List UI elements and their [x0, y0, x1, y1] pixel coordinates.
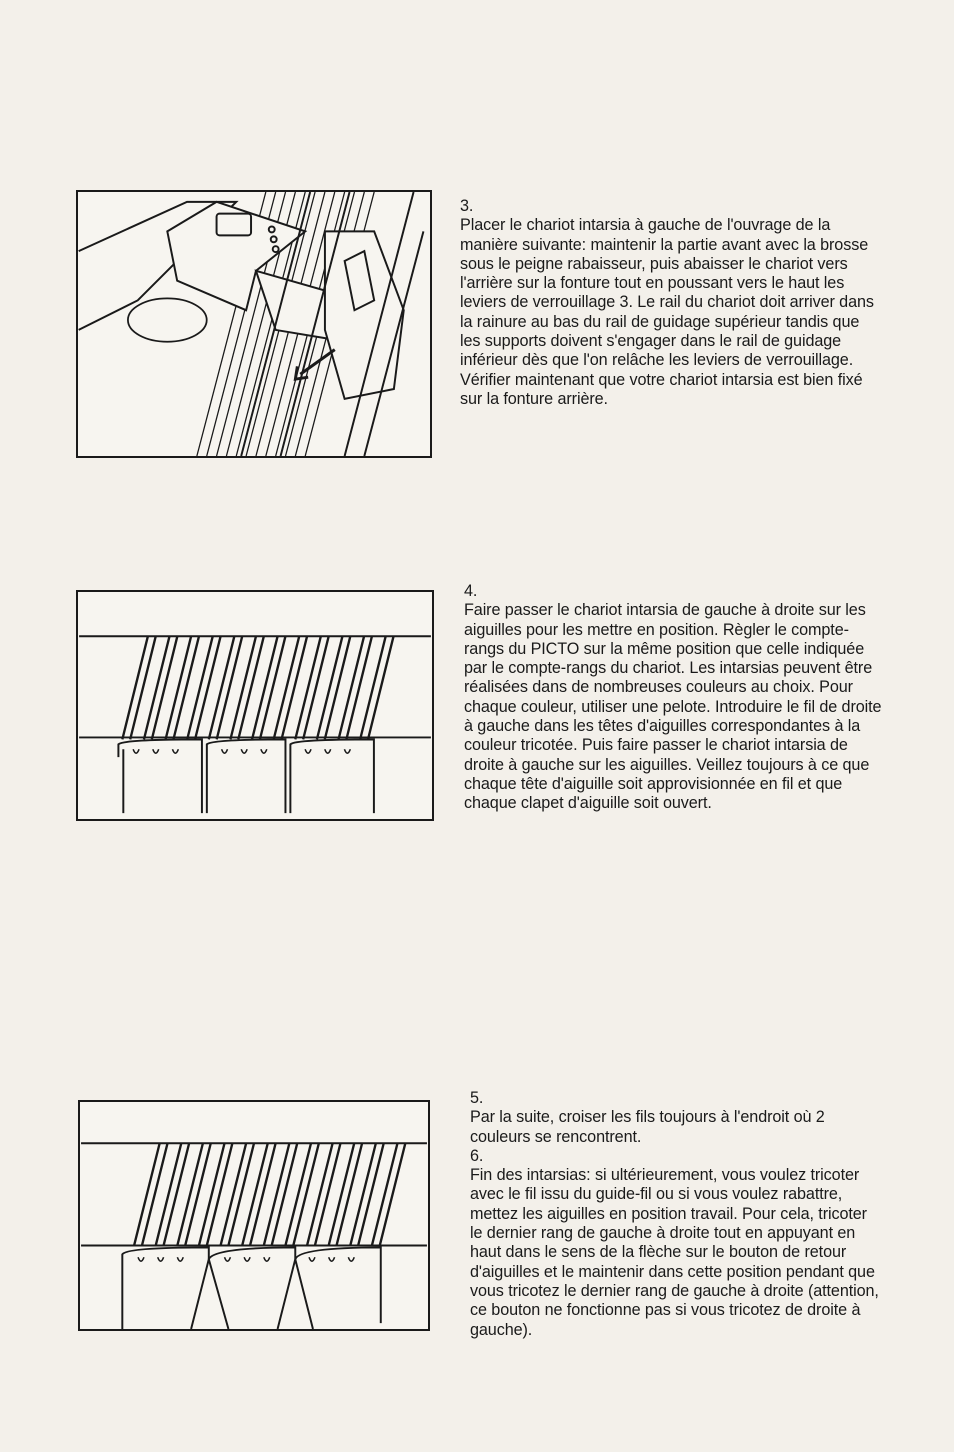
step-3-text: Placer le chariot intarsia à gauche de l'ouvrage de la manière suivante: maintenir la partie avant avec la brosse sous le peigne rabaisseur, puis abaisser le chariot vers l'arrière sur la fonture tout en poussant vers le haut les leviers de verrouillage 3. Le rail du chariot doit arriver dans la rainure au bas du rail de guidage supérieur tandis que les supports doivent s'engager dans le rail de guidage inférieur dès que l'on relâche les leviers de verrouillage. Vérifier maintenant que votre chariot intarsia est bien fixé sur la fonture arrière. [460, 216, 874, 408]
step-4-text: Faire passer le chariot intarsia de gauche à droite sur les aiguilles pour les mettre en position. Règler le compte-rangs du PICTO sur la même position que celle indiquée par le compte-rangs du chariot. Les intarsias peuvent être réalisées dans de nombreuses couleurs au choix. Pour chaque couleur, utiliser une pelote. Introduire le fil de droite à gauche dans les têtes d'aiguilles correspondantes à la couleur tricotée. Puis faire passer le chariot intarsia de droite à gauche sur les aiguilles. Veillez toujours à ce que chaque tête d'aiguille soit approvisionnée en fil et que chaque clapet d'aiguille soit ouvert. [464, 601, 882, 813]
step-5-number: 5. [470, 1089, 484, 1107]
step-5-text: Par la suite, croiser les fils toujours à l'endroit où 2 couleurs se rencontrent. [470, 1108, 825, 1146]
step-4 [464, 582, 884, 814]
needles-drawing-2 [80, 1102, 428, 1329]
needles-drawing-1 [78, 592, 432, 819]
step-3-number: 3. [460, 197, 474, 215]
step-5-6 [470, 1089, 880, 1340]
step-3 [460, 197, 880, 409]
step-4-number: 4. [464, 582, 478, 600]
needles-illustration-1 [76, 590, 434, 821]
carriage-drawing [78, 192, 430, 456]
carriage-illustration [76, 190, 432, 458]
needles-illustration-2 [78, 1100, 430, 1331]
step-6-number: 6. [470, 1146, 484, 1165]
step-6-text: Fin des intarsias: si ultérieurement, vous voulez tricoter avec le fil issu du guide-fil ou si vous voulez rabattre, mettez les aiguilles en position travail. Pour cela, tricoter le dernier rang de gauche à droite tout en appuyant en haut dans le sens de la flèche sur le bouton de retour d'aiguilles et le maintenir dans cette position pendant que vous tricotez le dernier rang de gauche à droite (attention, ce bouton ne fonctionne pas si vous tricotez de droite à gauche). [470, 1166, 879, 1339]
